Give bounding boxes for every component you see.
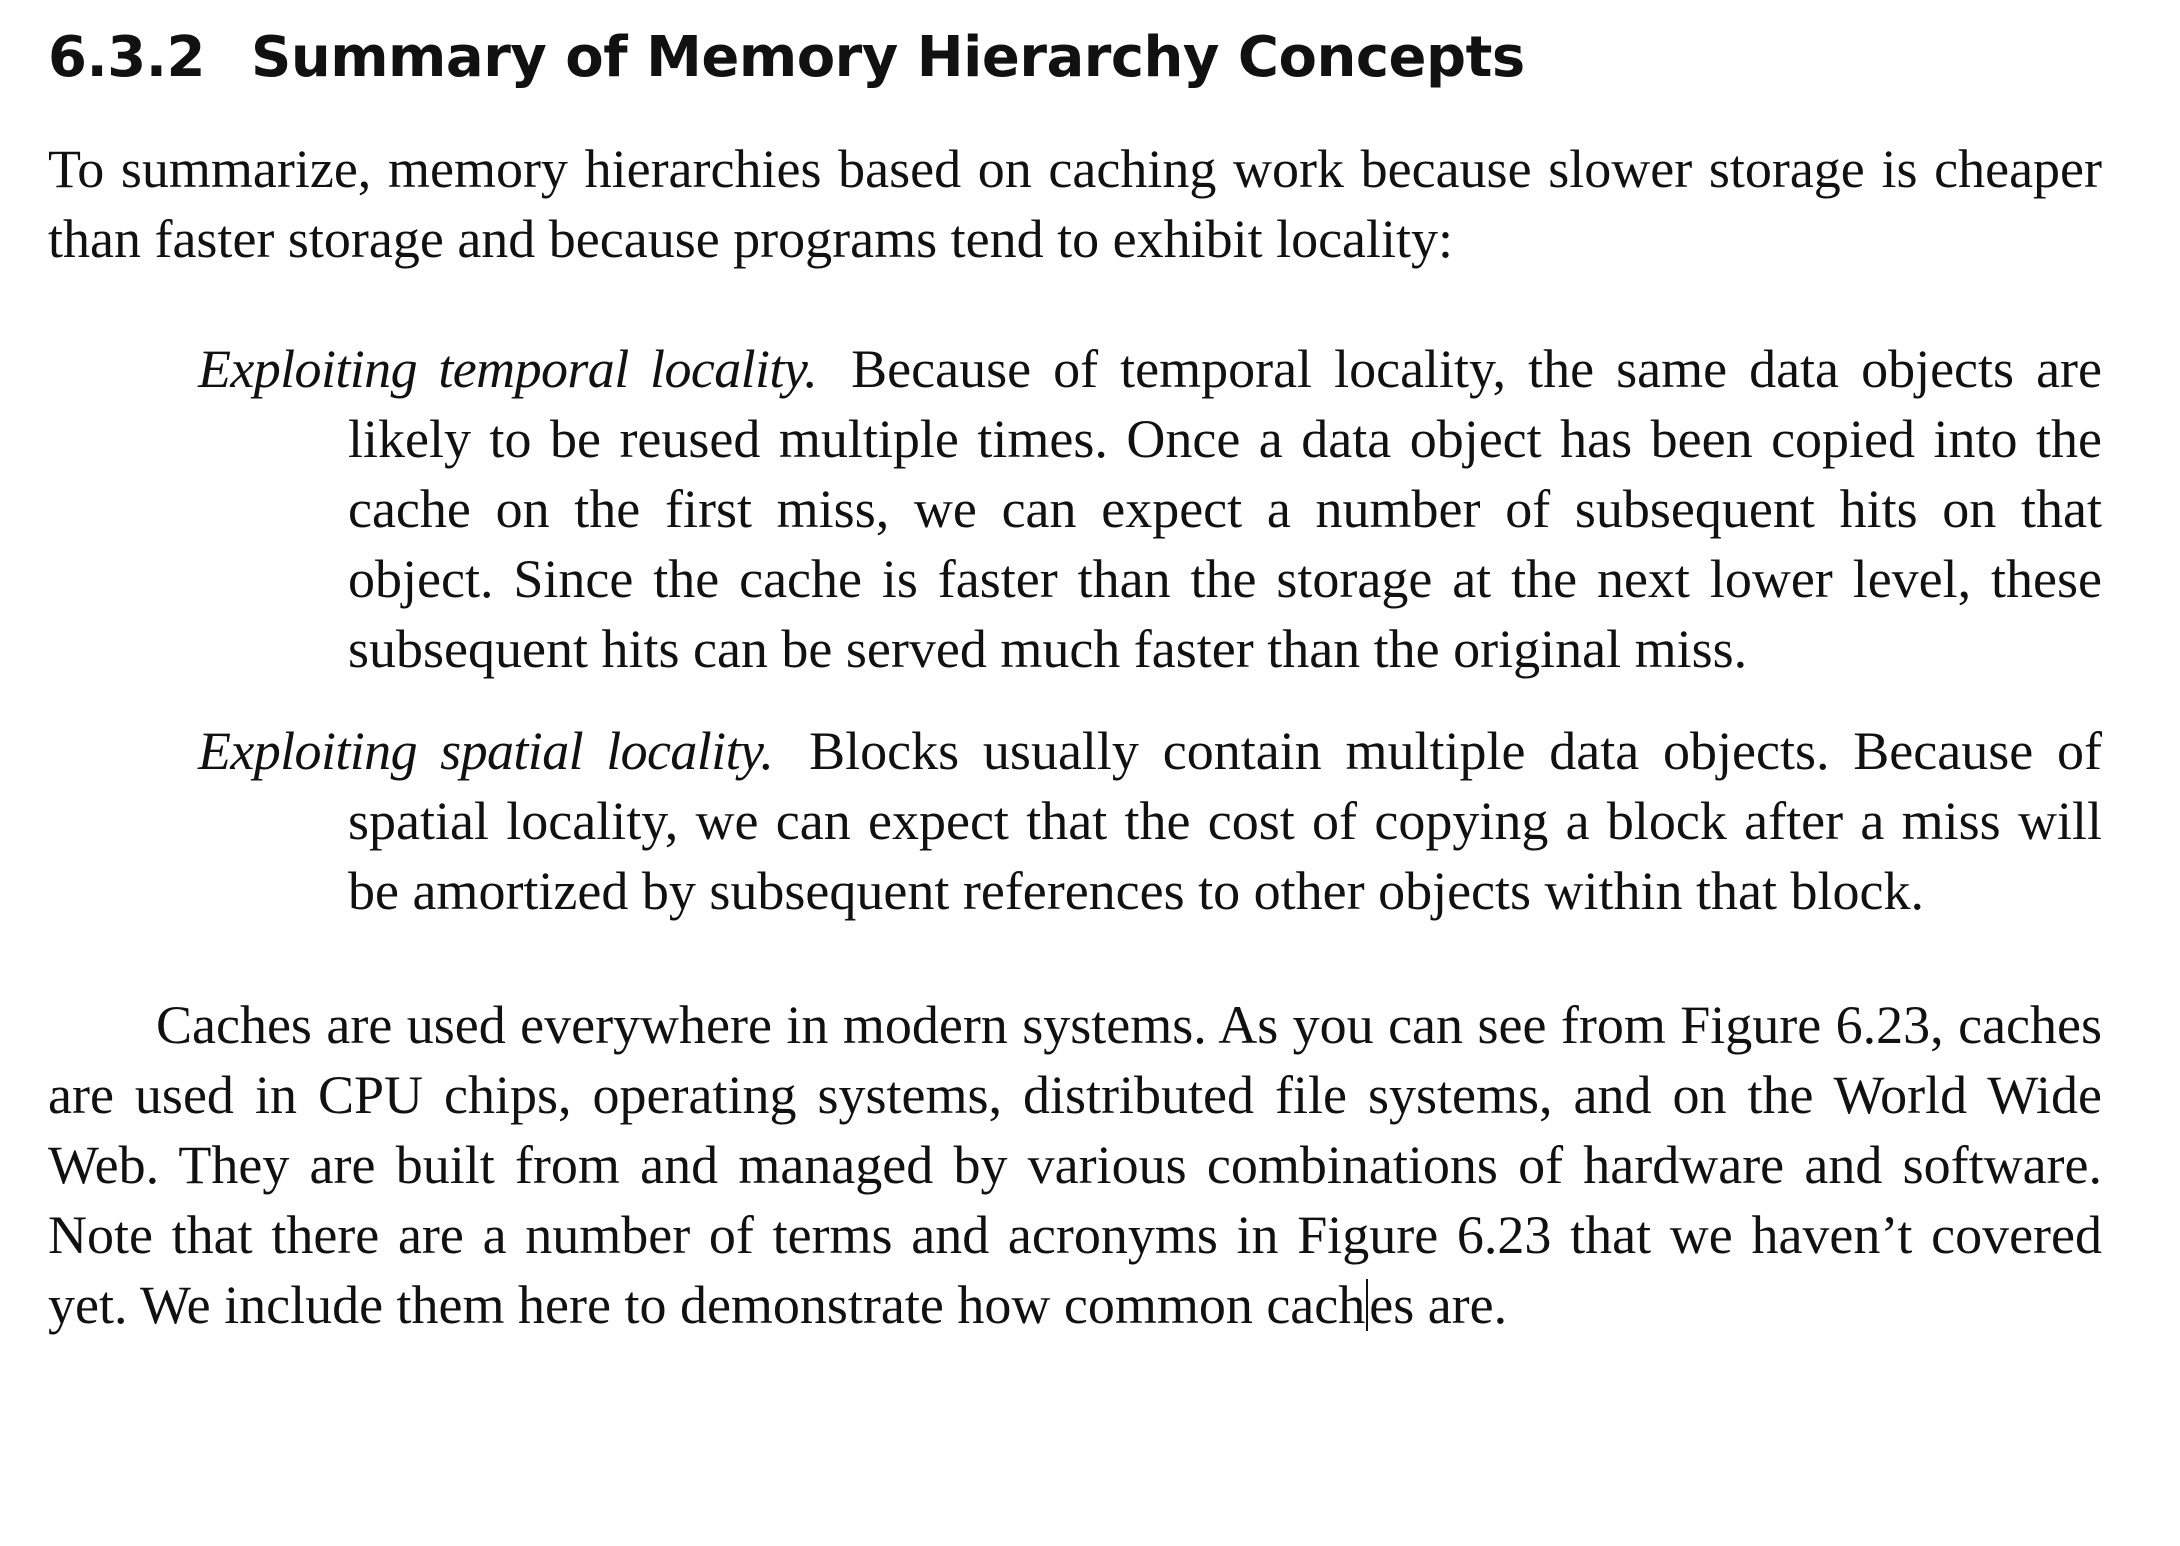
closing-text-before-cursor: Caches are used everywhere in modern systems. As you can see from Figure 6.23, caches are used in CPU chips, operating systems, distributed file systems, and on the World Wide Web. They are built from and managed by various combinations of hardware and software. Note that there are a number of terms and acronyms in Figure 6.23 that we haven’t covered yet. We include them here to demonstrate how common cach	[48, 995, 2102, 1335]
temporal-locality-item	[198, 334, 2102, 684]
temporal-locality-label: Exploiting temporal locality.	[198, 339, 818, 399]
temporal-locality-text: Because of temporal locality, the same data objects are likely to be reused multiple times. Once a data object has been copied into the cache on the first miss, we can expect a number of subsequent hits on that object. Since the cache is faster than the storage at the next lower level, these subsequent hits can be served much faster than the original miss.	[348, 339, 2102, 679]
section-number: 6.3.2	[48, 25, 205, 90]
spatial-locality-label: Exploiting spatial locality.	[198, 721, 774, 781]
spatial-locality-text: Blocks usually contain multiple data objects. Because of spatial locality, we can expect that the cost of copying a block after a miss will be amortized by subsequent references to other objects within that block.	[348, 721, 2102, 921]
closing-paragraph[interactable]	[48, 990, 2102, 1340]
section-title: Summary of Memory Hierarchy Concepts	[251, 25, 1525, 90]
intro-paragraph: To summarize, memory hierarchies based on caching work because slower storage is cheaper than faster storage and because programs tend to exhibit locality:	[48, 139, 2102, 269]
document-page	[48, 18, 2102, 1340]
text-cursor	[1366, 1279, 1368, 1331]
spatial-locality-item	[198, 716, 2102, 926]
closing-text-after-cursor: es are.	[1369, 1275, 1508, 1335]
section-heading	[48, 18, 2102, 98]
